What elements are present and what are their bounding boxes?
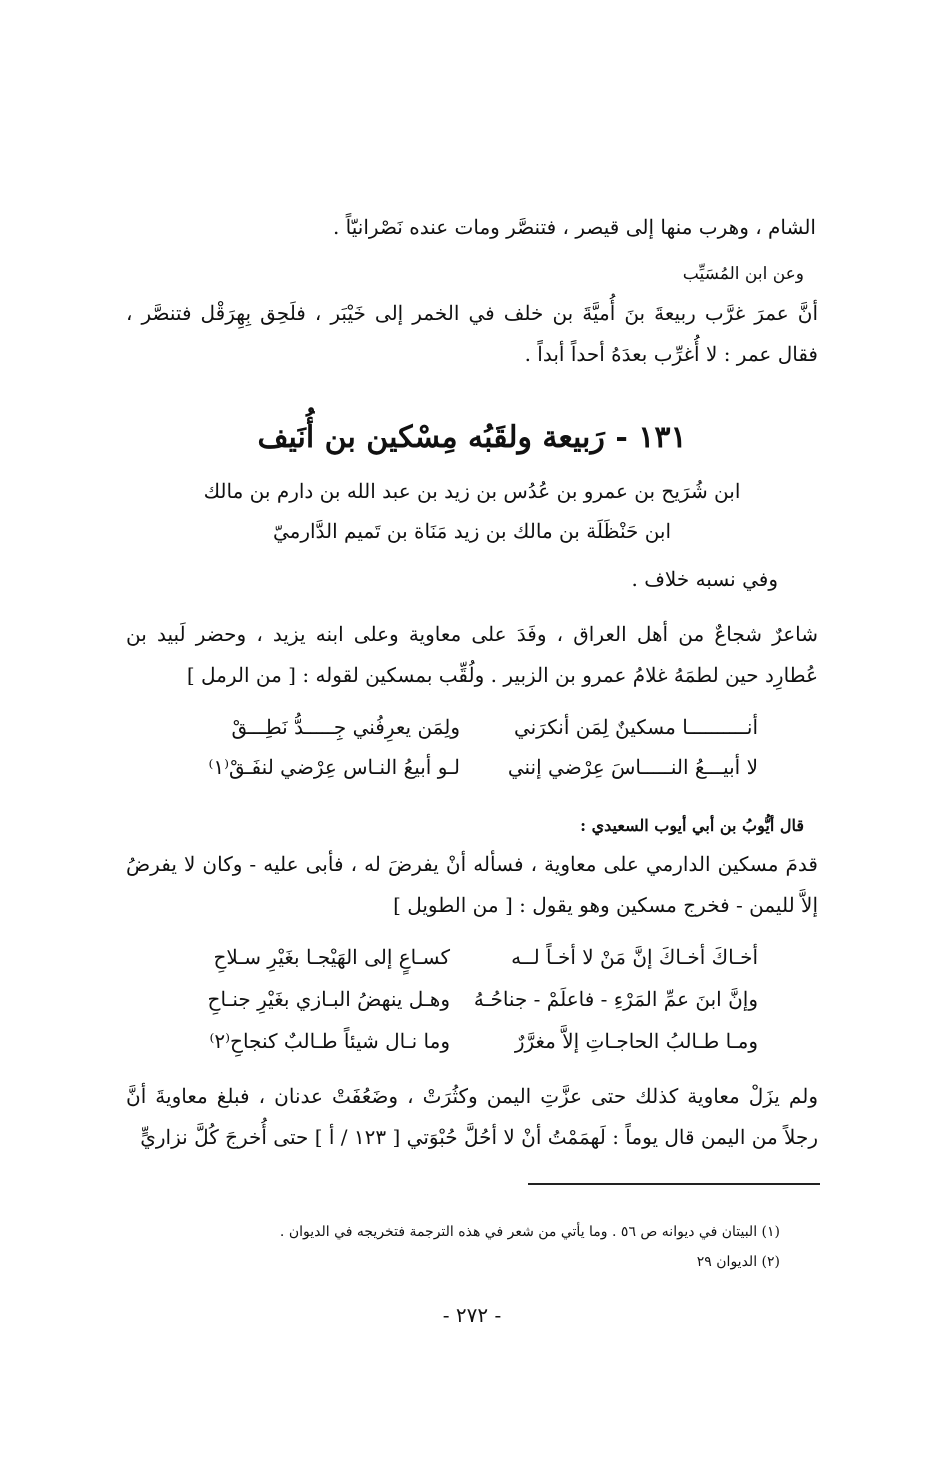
verse-5-first-hemistich: ومـا طـالبُ الحاجـاتِ إلاَّ مغرَّرٌ <box>514 1029 758 1053</box>
verse-1-second-hemistich: ولِمَن يعرِفُني جِـــــدُّ نَطِـــقْ <box>231 715 460 739</box>
footnote-1: (١) البيتان في ديوانه ص ٥٦ . وما يأتي من شعر في هذه الترجمة فتخريجه في الديوان . <box>279 1224 780 1240</box>
continuation-line: الشام ، وهرب منها إلى قيصر ، فتنصَّر ومات عنده نَصْرانيّاً . <box>332 215 816 239</box>
lineage-line-2: ابن حَنْظَلَة بن مالك بن زيد مَنَاة بن تَميم الدَّارميّ <box>272 519 672 543</box>
verse-3-second-hemistich: كسـاعٍ إلى الهَيْجـا بغَيْرِ سـلاحِ <box>213 945 450 969</box>
page-number: - ٢٧٢ - <box>442 1303 502 1327</box>
verse-5-second-hemistich: وما نـال شيئاً طـالبٌ كنجاحِ⁽٢⁾ <box>209 1029 450 1053</box>
verse-3-first-hemistich: أخـاكَ أخـاكَ إنَّ مَنْ لا أخـاً لــه <box>511 945 758 969</box>
narrator-heading: قال أيُّوبُ بن أبي أيوب السعيدي : <box>580 816 804 835</box>
paragraph-yemen: ولم يزَلْ معاوية كذلك حتى عزَّتِ اليمن وكثُرَتْ ، وضَعُفَتْ عدنان ، فبلغ معاويةَ أنَّ رجلاً من اليمن قال يوماً : لَهمَمْتُ أنْ لا أحُلَّ حُبْوَتي [ ١٢٣ / أ ] حتى أُخرجَ كُلَّ نزاريٍّ <box>126 1084 818 1149</box>
paragraph-exile: أنَّ عمرَ غرَّب ربيعةَ بنَ أُميَّةَ بن خلف في الخمر إلى خَيْبَر ، فلَحِق بِهِرَقْل فتنصَّر ، فقال عمر : لا أُغرِّب بعدَهُ أحداً أبداً . <box>126 301 818 366</box>
entry-title: ١٣١ - رَبيعة ولقَبُه مِسْكين بن أُنَيف <box>257 420 687 455</box>
footnote-2: (٢) الديوان ٢٩ <box>696 1254 780 1270</box>
verse-4-first-hemistich: وإنَّ ابنَ عمِّ المَرْءِ - فاعلَمْ - جناحُـهُ <box>473 987 758 1011</box>
paragraph-muawiya: قدمَ مسكين الدارمي على معاوية ، فسأله أنْ يفرضَ له ، فأبى عليه - وكان لا يفرضُ إلاَّ لليمن - فخرج مسكين وهو يقول : [ من الطويل ] <box>126 852 818 917</box>
footnote-divider <box>528 1183 820 1185</box>
verse-1-first-hemistich: أنــــــــــا مسكينٌ لِمَن أنكرَني <box>513 715 758 739</box>
lineage-line-1: ابن شُرَيح بن عمرو بن عُدُس بن زيد بن عبد الله بن دارم بن مالك <box>203 479 741 503</box>
paragraph-biography: شاعرٌ شجاعٌ من أهل العراق ، وفَدَ على معاوية وعلى ابنه يزيد ، وحضر لَبيد بن عُطارِد حين لطمَهُ غلامُ عمرو بن الزبير . ولُقِّب بمسكين لقوله : [ من الرمل ] <box>126 622 818 687</box>
verse-2-first-hemistich: لا أبيـــعُ النـــــاسَ عِرْضي إنني <box>507 755 758 779</box>
verse-2-second-hemistich: لـو أبيعُ النـاس عِرْضي لنفَـقْ⁽١⁾ <box>208 755 460 779</box>
verse-4-second-hemistich: وهـل ينهضُ البـازي بغَيْرِ جنـاحِ <box>207 987 450 1011</box>
lineage-note: وفي نسبه خلاف . <box>631 567 778 591</box>
source-label: وعن ابن المُسَيِّب <box>682 264 804 284</box>
